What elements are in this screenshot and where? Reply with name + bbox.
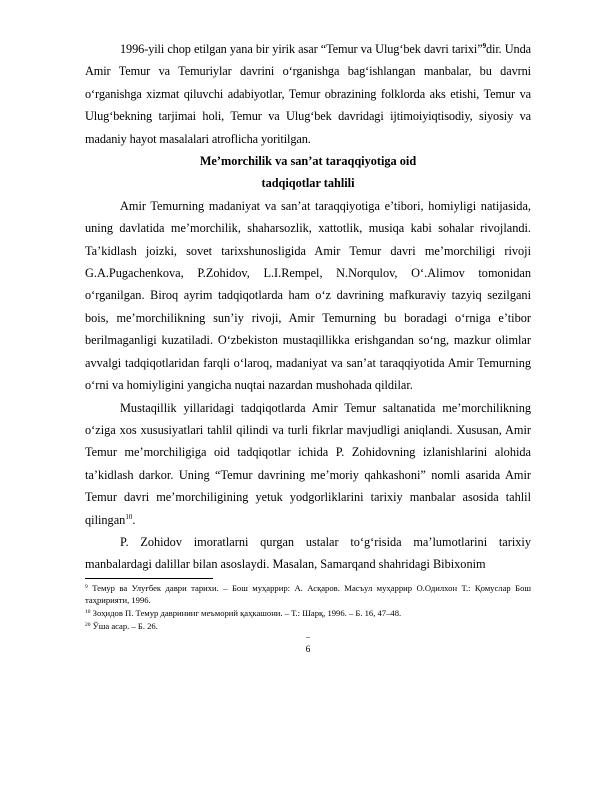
document-page — [85, 38, 531, 656]
footnote-ref-9[interactable]: 9 — [482, 42, 486, 50]
footnote-text: Темур ва Улуғбек даври тарихи. – Бош муҳаррир: А. Асқаров. Масъул муҳаррир О.Одилхон Т.: Қомуслар Бош таҳририяти, 1996. — [85, 582, 531, 606]
paragraph-independence-text: Mustaqillik yillaridagi tadqiqotlarda Amir Temur saltanatida me’morchilikning o‘ziga xos xususiyatlari tahlil qilindi va turli fikrlar mavjudligi aniqlandi. Xususan, Amir Temur me’morchiligiga oid tadqiqotlar ichida P. Zohidovning izlanishlarini alohida ta’kidlash darkor. Uning “Temur davrining me’moriy qahkashoni” nomli asarida Amir Temur davri me’morchiligining yetuk yodgorliklarini tarixiy manbalar asosida tahlil qilingan — [85, 400, 531, 527]
section-heading-line-1: Me’morchilik va san’at taraqqiyotiga oid — [199, 154, 417, 169]
footnote-number: 10 — [85, 608, 91, 615]
footnote-item — [85, 582, 531, 607]
footnote-text: Ўша асар. – Б. 26. — [92, 620, 158, 631]
footnote-text: Зоҳидов П. Темур даврининг меъморий қаҳкашони. – Т.: Шарқ, 1996. – Б. 16, 47–48. — [92, 607, 402, 618]
separator-mark: – — [306, 632, 310, 642]
paragraph-intro — [85, 38, 531, 150]
section-heading-line-2: tadqiqotlar tahlili — [261, 176, 355, 191]
paragraph-intro-tail: dir. Unda Amir Temur va Temuriylar davrini o‘rganishga bag‘ishlangan manbalar, bu davrni o‘rganishga xizmat qiluvchi adabiyotlar, Temur obrazining folklorda aks etishi, Temur va Ulug‘bekning tarjimai holi, Temur va Ulug‘bek davridagi ijtimoiyiqtisodiy, siyosiy va madaniy hayot masalalari atroflicha yoritilgan. — [85, 42, 531, 146]
page-number: 6 — [305, 645, 311, 656]
paragraph-architecture-patronage: Amir Temurning madaniyat va san’at taraqqiyotiga e’tibori, homiyligi natijasida, uning davlatida me’morchilik, shaharsozlik, xattotlik, musiqa kabi sohalar rivojlandi. Ta’kidlash joizki, sovet tarixshunosligida Amir Temur davri me’morchiligi rivoji G.A.Pugachenkova, P.Zohidov, L.I.Rempel, N.Norqulov, O‘.Alimov tomonidan o‘rganilgan. Biroq ayrim tadqiqotlarda ham o‘z davrining mafkuraviy tazyiq sezilgani bois, me’morchilikning sun’iy rivoji, Amir Temurning bu boradagi o‘rniga e’tibor berilmaganligi kuzatiladi. O‘zbekiston mustaqillikka erishgandan so‘ng, mazkur olimlar avvalgi tadqiqotlaridan farqli o‘laroq, madaniyat va san’at taraqqiyotida Amir Temurning o‘rni va homiyligini yangicha nuqtai nazardan mushohada qildilar. — [85, 198, 531, 393]
footnote-item — [85, 607, 531, 620]
footnote-number: 9 — [85, 583, 88, 590]
footnote-ref-10[interactable]: 10 — [125, 512, 133, 521]
paragraph-independence-research — [85, 397, 531, 531]
footnote-number: 20 — [85, 621, 91, 628]
footnotes — [85, 582, 531, 632]
paragraph-independence-tail: . — [132, 512, 136, 527]
paragraph-zohidov-masters: P. Zohidov imoratlarni qurgan ustalar to‘g‘risida ma’lumotlarini tarixiy manbalardagi dalillar bilan asoslaydi. Masalan, Samarqand shahridagi Bibixonim — [85, 534, 531, 572]
footnote-separator — [85, 578, 213, 579]
paragraph-intro-text: 1996-yili chop etilgan yana bir yirik asar “Temur va Ulug‘bek davri tarixi” — [120, 42, 483, 56]
footnote-item — [85, 620, 531, 633]
